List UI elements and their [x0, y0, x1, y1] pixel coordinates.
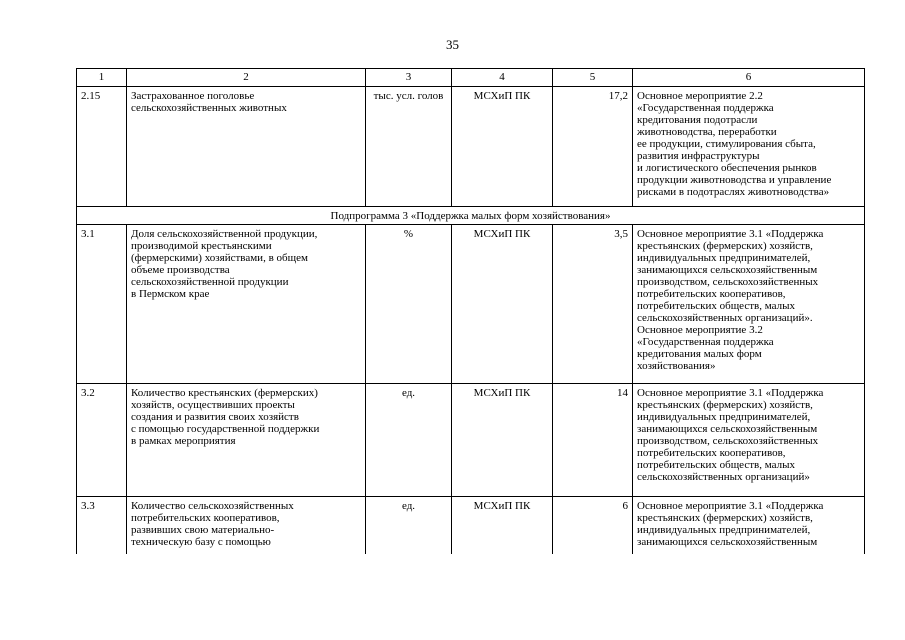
indicator-line: хозяйств, осуществивших проекты [131, 399, 295, 411]
unit-cell: ед. [366, 384, 452, 497]
indicator-name [127, 384, 366, 497]
indicator-name [127, 497, 366, 555]
measure-cell [633, 497, 865, 555]
indicator-line: Доля сельскохозяйственной продукции, [131, 228, 318, 240]
measure-line: кредитования подотрасли [637, 114, 758, 126]
measure-cell [633, 225, 865, 384]
header-col-1: 1 [77, 69, 127, 87]
indicator-line: техническую базу с помощью [131, 536, 271, 548]
measure-line: кредитования малых форм [637, 348, 762, 360]
measure-line: потребительских кооперативов, [637, 447, 786, 459]
measure-line: индивидуальных предпринимателей, [637, 252, 811, 264]
measure-line: производством, сельскохозяйственных [637, 276, 819, 288]
row-number: 3.1 [77, 225, 127, 384]
measure-line: Основное мероприятие 2.2 [637, 90, 763, 102]
indicator-line: производимой крестьянскими [131, 240, 272, 252]
measure-line: занимающихся сельскохозяйственным [637, 536, 818, 548]
measure-line: крестьянских (фермерских) хозяйств, [637, 240, 813, 252]
indicator-line: сельскохозяйственных животных [131, 102, 287, 114]
header-col-3: 3 [366, 69, 452, 87]
indicator-line: сельскохозяйственной продукции [131, 276, 289, 288]
indicator-line: Количество сельскохозяйственных [131, 500, 294, 512]
table-row [77, 497, 865, 555]
measure-line: Основное мероприятие 3.1 «Поддержка [637, 228, 824, 240]
unit-cell: ед. [366, 497, 452, 555]
measure-line: рисками в подотраслях животноводства» [637, 186, 830, 198]
measure-line: занимающихся сельскохозяйственным [637, 423, 818, 435]
indicator-line: в Пермском крае [131, 288, 210, 300]
indicator-line: создания и развития своих хозяйств [131, 411, 299, 423]
measure-line: ее продукции, стимулирования сбыта, [637, 138, 816, 150]
measure-line: занимающихся сельскохозяйственным [637, 264, 818, 276]
measure-cell [633, 384, 865, 497]
measure-line: продукции животноводства и управление [637, 174, 832, 186]
unit-cell: % [366, 225, 452, 384]
table-row [77, 225, 865, 384]
target-value: 14 [553, 384, 633, 497]
indicators-table [76, 68, 865, 554]
indicator-line: потребительских кооперативов, [131, 512, 280, 524]
measure-line: хозяйствования» [637, 360, 716, 372]
responsible-org: МСХиП ПК [452, 87, 553, 207]
page-number: 35 [446, 37, 459, 52]
measure-line: крестьянских (фермерских) хозяйств, [637, 512, 813, 524]
row-number: 3.2 [77, 384, 127, 497]
responsible-org: МСХиП ПК [452, 384, 553, 497]
unit-cell: тыс. усл. голов [366, 87, 452, 207]
indicator-line: Застрахованное поголовье [131, 90, 255, 102]
measure-line: Основное мероприятие 3.1 «Поддержка [637, 387, 824, 399]
header-col-6: 6 [633, 69, 865, 87]
measure-line: Основное мероприятие 3.1 «Поддержка [637, 500, 824, 512]
measure-line: индивидуальных предпринимателей, [637, 411, 811, 423]
indicator-line: объеме производства [131, 264, 230, 276]
indicator-line: (фермерскими) хозяйствами, в общем [131, 252, 308, 264]
responsible-org: МСХиП ПК [452, 497, 553, 555]
indicator-line: в рамках мероприятия [131, 435, 236, 447]
measure-line: животноводства, переработки [637, 126, 777, 138]
measure-line: Основное мероприятие 3.2 [637, 324, 763, 336]
target-value: 3,5 [553, 225, 633, 384]
measure-line: сельскохозяйственных организаций». [637, 312, 813, 324]
header-col-2: 2 [127, 69, 366, 87]
measure-cell [633, 87, 865, 207]
indicator-line: с помощью государственной поддержки [131, 423, 320, 435]
measure-line: и логистического обеспечения рынков [637, 162, 817, 174]
header-row [77, 69, 865, 87]
subprogram-title: Подпрограмма 3 «Поддержка малых форм хозяйствования» [77, 207, 865, 225]
indicator-name [127, 225, 366, 384]
table-row [77, 87, 865, 207]
target-value: 17,2 [553, 87, 633, 207]
responsible-org: МСХиП ПК [452, 225, 553, 384]
table-header [77, 69, 865, 87]
table-body [77, 87, 865, 555]
measure-line: развития инфраструктуры [637, 150, 760, 162]
measure-line: «Государственная поддержка [637, 336, 774, 348]
measure-line: производством, сельскохозяйственных [637, 435, 819, 447]
row-number: 3.3 [77, 497, 127, 555]
subprogram-row [77, 207, 865, 225]
header-col-4: 4 [452, 69, 553, 87]
measure-line: потребительских кооперативов, [637, 288, 786, 300]
row-number: 2.15 [77, 87, 127, 207]
table-row [77, 384, 865, 497]
measure-line: потребительских обществ, малых [637, 459, 795, 471]
measure-line: потребительских обществ, малых [637, 300, 795, 312]
indicator-line: развивших свою материально- [131, 524, 275, 536]
measure-line: сельскохозяйственных организаций» [637, 471, 810, 483]
measure-line: индивидуальных предпринимателей, [637, 524, 811, 536]
header-col-5: 5 [553, 69, 633, 87]
measure-line: «Государственная поддержка [637, 102, 774, 114]
indicator-line: Количество крестьянских (фермерских) [131, 387, 318, 399]
target-value: 6 [553, 497, 633, 555]
measure-line: крестьянских (фермерских) хозяйств, [637, 399, 813, 411]
indicator-name [127, 87, 366, 207]
